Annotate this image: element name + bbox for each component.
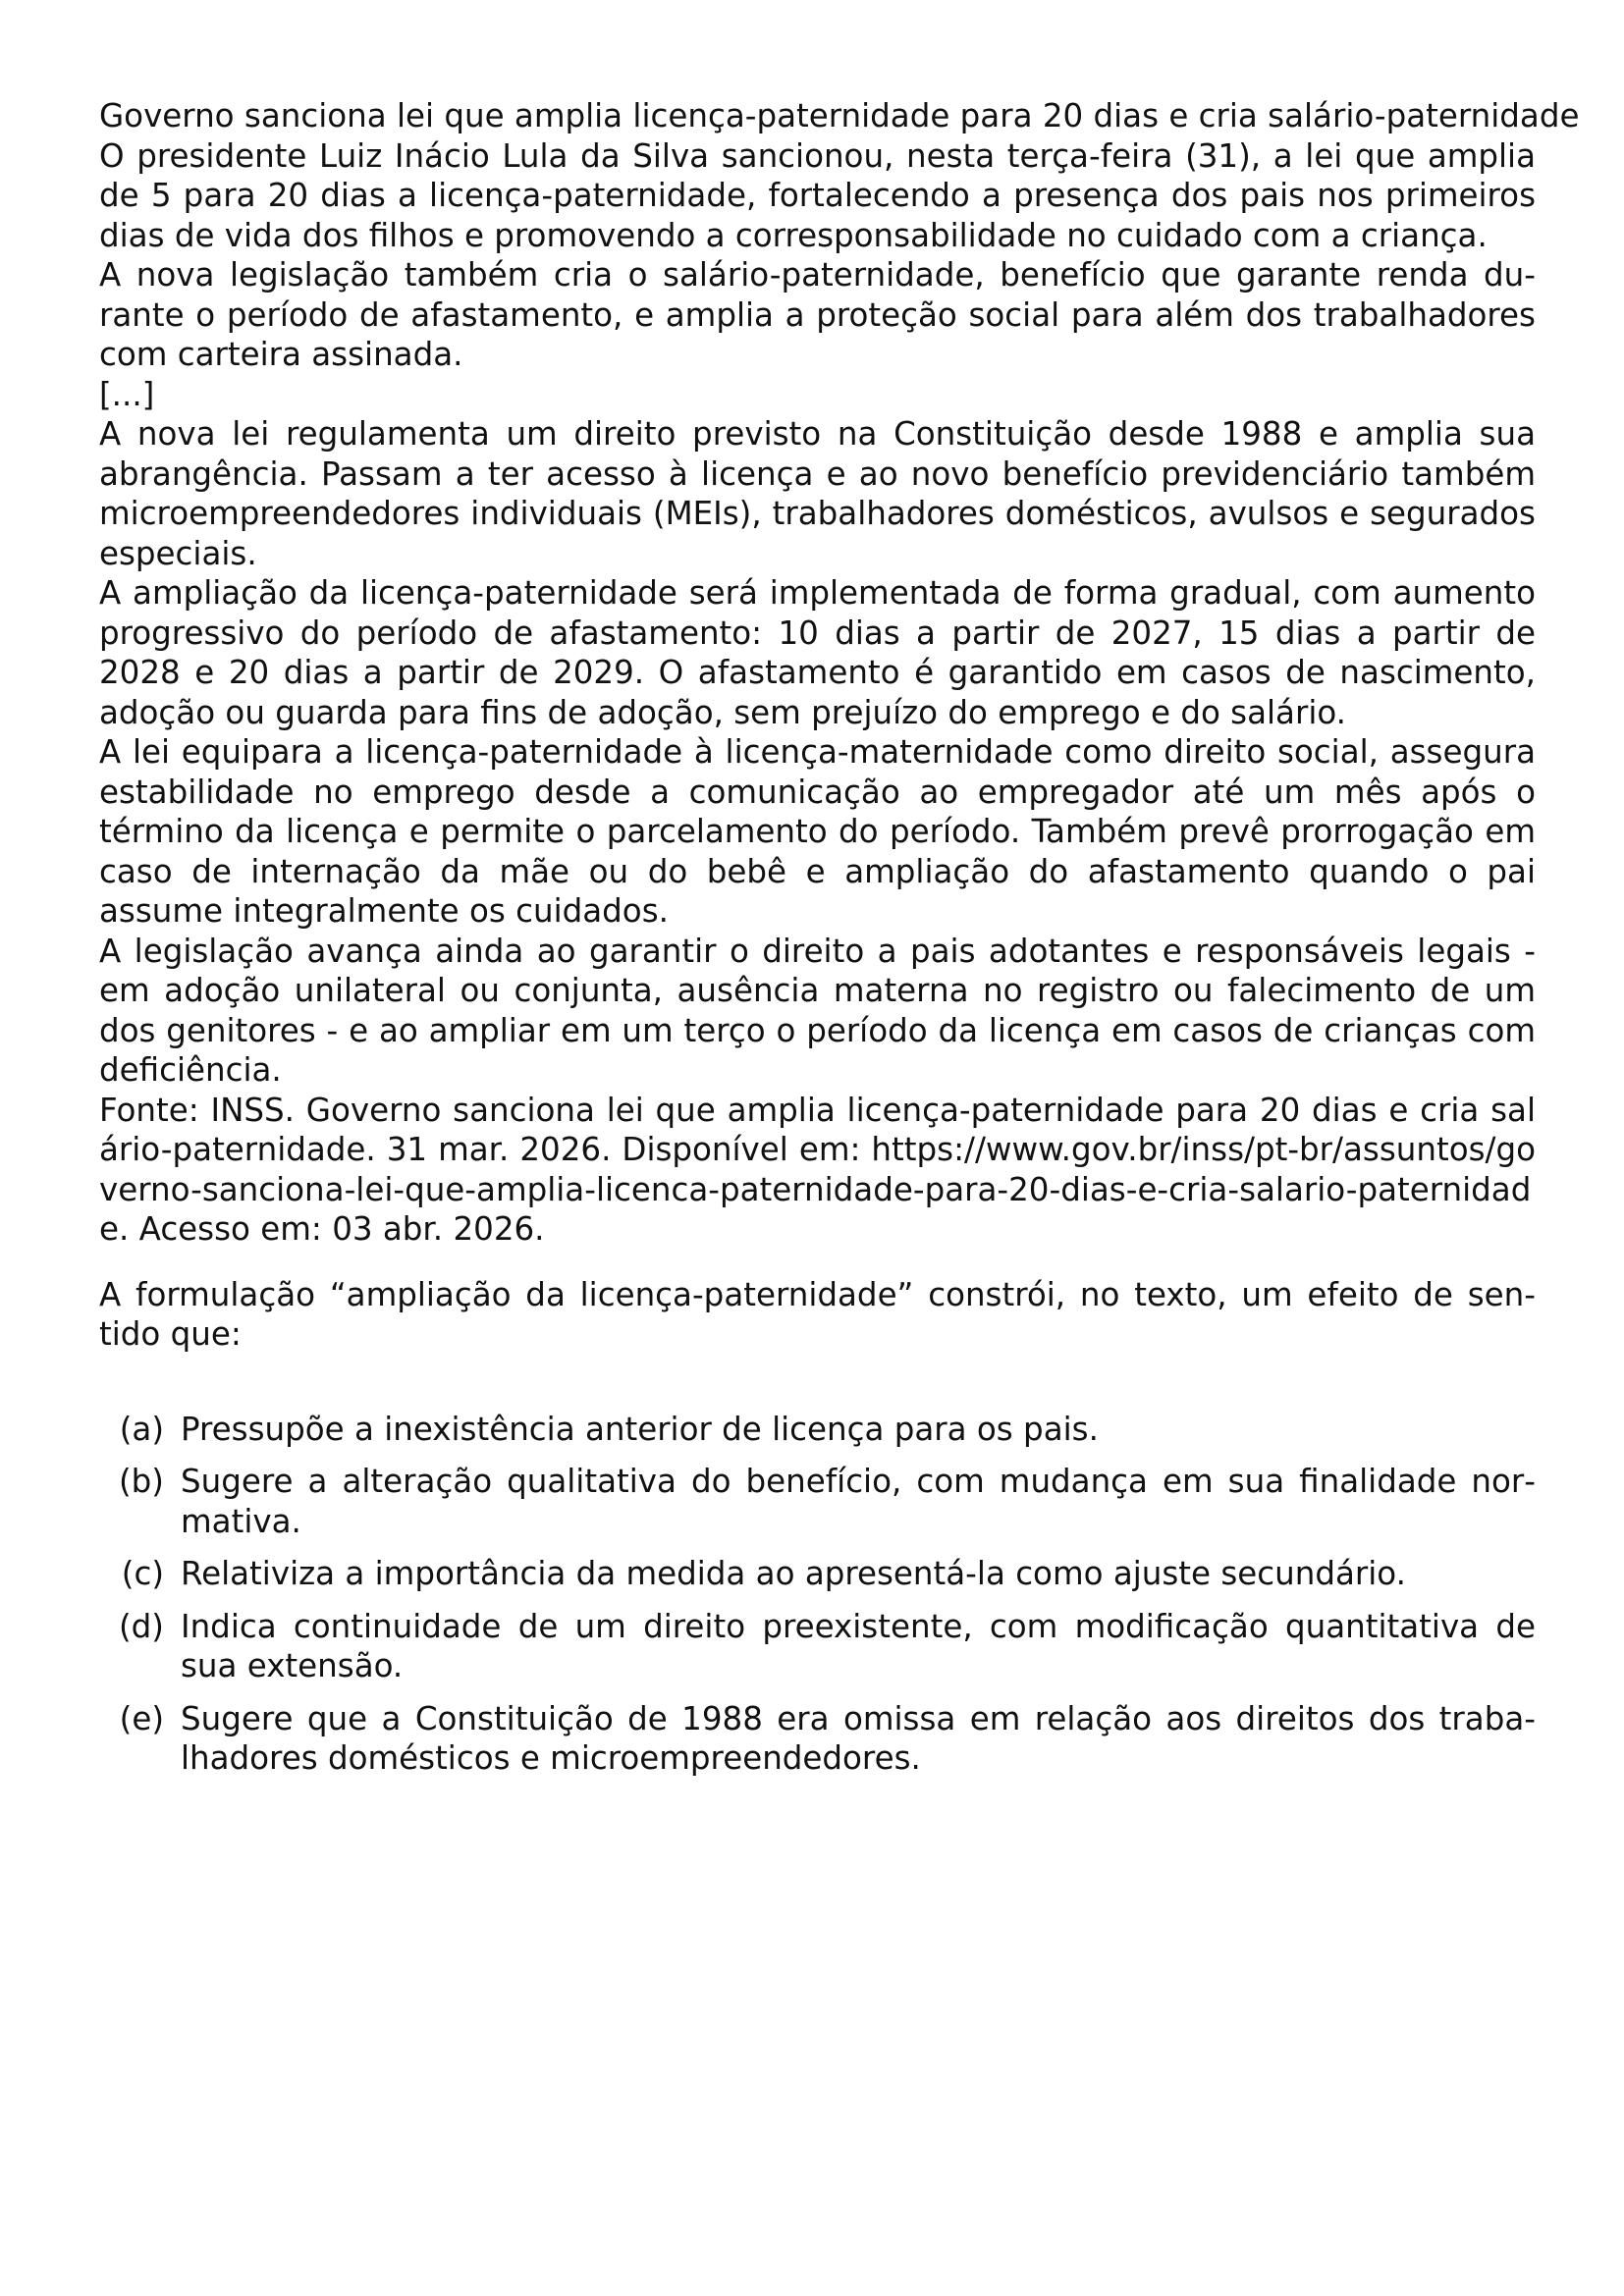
option-letter: (d) [119,1607,164,1645]
option-text: Pressupõe a inexistência anterior de licença para os pais. [181,1410,1099,1448]
option-letter: (a) [119,1410,164,1448]
option-text: Sugere a alteração qualitativa do benefício, com mudança em sua finalidade normativa. [181,1463,1536,1540]
omission-marker: [...] [99,375,155,413]
option-text: Relativiza a importância da medida ao apresentá-la como ajuste secundário. [181,1555,1406,1592]
option-letter: (c) [121,1555,164,1592]
question-stem: A formulação “ampliação da licença-paternidade” constrói, no texto, um efeito de sentido que: [99,1275,1536,1353]
answer-option-b[interactable] [99,1462,1536,1541]
option-letter: (b) [119,1463,164,1500]
document-page [99,96,1580,1791]
option-text: Sugere que a Constituição de 1988 era omissa em relação aos direitos dos trabalhadores domésticos e microempreendedores. [181,1699,1536,1777]
article-paragraph: A ampliação da licença-paternidade será implementada de forma gradual, com aumento progressivo do período de afastamento: 10 dias a partir de 2027, 15 dias a partir de 2028 e 20 dias a partir de 2029. O afastamento é garantido em casos de nascimento, adoção ou guarda para fins de adoção, sem prejuízo do emprego e do salário. [99,574,1536,731]
article-paragraph: A lei equipara a licença-paternidade à licença-maternidade como direito social, assegura estabilidade no emprego desde a comunicação ao empregador até um mês após o término da licença e permite o parcelamento do período. Também prevê prorrogação em caso de internação da mãe ou do bebê e ampliação do afastamento quando o pai assume integralmente os cuidados. [99,733,1536,930]
answer-option-e[interactable] [99,1699,1536,1779]
source-citation: Fonte: INSS. Governo sanciona lei que amplia licença-paternidade para 20 dias e cria salário-paternidade. 31 mar. 2026. Disponível em: https://www.gov.br/inss/pt-br/assuntos/governo-sanciona-lei-que-amplia-licenca-paternidade-para-20-dias-e-cria-salario-paternidade. Acesso em: 03 abr. 2026. [99,1091,1536,1248]
option-text: Indica continuidade de um direito preexistente, com modificação quantitativa de sua extensão. [181,1607,1536,1684]
answer-options [99,1410,1536,1779]
article-paragraph: A nova lei regulamenta um direito previsto na Constituição desde 1988 e amplia sua abrangência. Passam a ter acesso à licença e ao novo benefício previdenciário também microempreendedores individuais (MEIs), trabalhadores domésticos, avulsos e segurados especiais. [99,415,1536,572]
news-passage [99,96,1580,1250]
article-paragraph: O presidente Luiz Inácio Lula da Silva sancionou, nesta terça-feira (31), a lei que amplia de 5 para 20 dias a licença-paternidade, fortalecendo a presença dos pais nos primeiros dias de vida dos filhos e promovendo a corresponsabilidade no cuidado com a criança. [99,136,1536,254]
option-letter: (e) [119,1699,164,1737]
article-paragraph: A legislação avança ainda ao garantir o direito a pais adotantes e responsáveis legais - em adoção unilateral ou conjunta, ausência materna no registro ou falecimento de um dos genitores - e ao ampliar em um terço o período da licença em casos de crianças com deficiência. [99,932,1536,1089]
answer-option-d[interactable] [99,1607,1536,1686]
article-paragraph: A nova legislação também cria o salário-paternidade, benefício que garante renda durante o período de afastamento, e amplia a proteção social para além dos trabalhadores com carteira assinada. [99,256,1536,373]
article-headline: Governo sanciona lei que amplia licença-paternidade para 20 dias e cria salário-paternidade [99,97,1580,134]
answer-option-a[interactable] [99,1410,1536,1450]
answer-option-c[interactable] [99,1554,1536,1594]
